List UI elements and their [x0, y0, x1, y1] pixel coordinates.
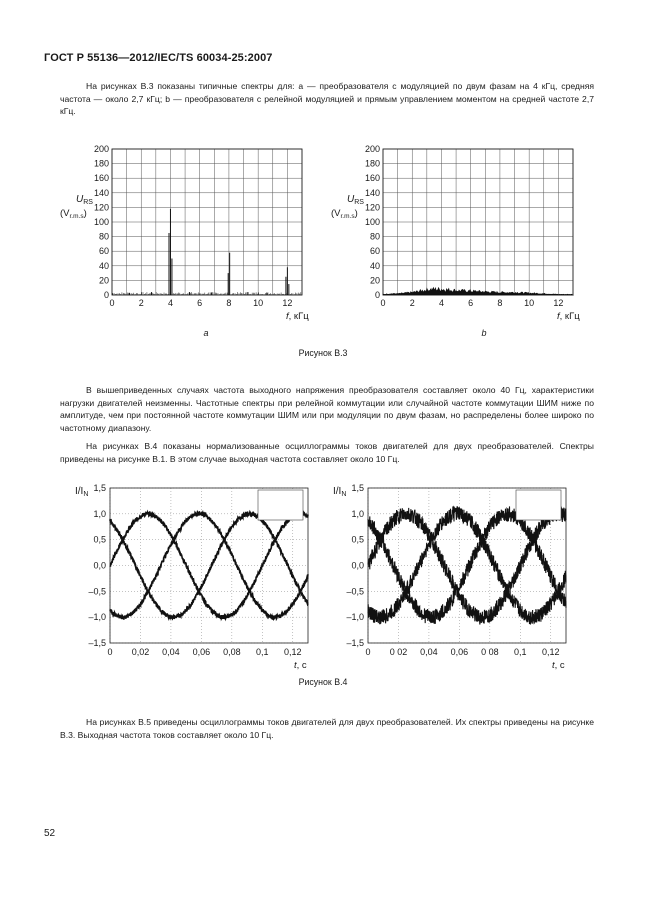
y-tick-label: 100 — [364, 217, 380, 227]
y-tick-label: 120 — [93, 202, 109, 213]
x-tick-label: 8 — [497, 298, 503, 308]
x-tick-label: 0,04 — [162, 647, 180, 657]
x-tick-label: 0,1 — [514, 647, 527, 657]
x-axis-label: t, с — [552, 660, 565, 671]
x-tick-label: 0,08 — [223, 647, 241, 657]
y-tick-label: –1,5 — [346, 638, 364, 648]
paragraph-3: На рисунках В.4 показаны нормализованные осциллограммы токов двигателей для двух преобразователей. Спектры приведены на рисунке В.1. В этом случае выходная частота составляет около 10 Гц. — [60, 441, 594, 464]
x-tick-label: 12 — [282, 298, 293, 308]
y-tick-label: 60 — [369, 246, 380, 257]
figure-b3-caption: Рисунок В.3 — [298, 348, 348, 358]
paragraph-1: На рисунках В.3 показаны типичные спектры для: a — преобразователя с модуляцией по двум фазам на 4 кГц, средняя частота — около 2,7 кГц; b — преобразователя с релейной модуляцией и прямым управлением моментом на средней частоте 2,7 кГц. — [60, 81, 594, 117]
y-tick-label: 180 — [364, 158, 380, 169]
figure-b4-caption: Рисунок В.4 — [298, 677, 348, 687]
x-tick-label: 0,06 — [192, 647, 211, 657]
x-tick-label: 2 — [409, 298, 415, 308]
panel-b-label: b — [481, 328, 487, 338]
y-tick-label: 1,5 — [93, 483, 106, 493]
y-tick-label: 80 — [98, 231, 109, 242]
current-waveform-left — [75, 483, 308, 671]
y-tick-label: 80 — [369, 231, 380, 242]
y-tick-label: 200 — [364, 144, 380, 154]
y-tick-label: 200 — [93, 144, 109, 154]
x-tick-label: 6 — [468, 298, 474, 308]
y-axis-unit: $(V_{r.m.s})$ — [331, 208, 358, 220]
y-tick-label: 0,5 — [93, 534, 106, 545]
x-tick-label: 0,12 — [284, 647, 302, 657]
x-axis-label: f, кГц — [286, 311, 309, 322]
figure-b3 — [40, 140, 600, 335]
legend-box — [258, 490, 303, 520]
y-tick-label: 40 — [98, 260, 109, 271]
y-axis-unit: $(V_{r.m.s})$ — [60, 208, 87, 220]
spectrum-chart-b — [331, 144, 580, 322]
spectrum-area — [383, 288, 573, 295]
y-tick-label: 160 — [364, 173, 380, 184]
y-axis-label: $I/I_N$ — [333, 486, 347, 498]
y-tick-label: 140 — [93, 187, 109, 198]
current-waveform-right — [333, 483, 566, 671]
y-tick-label: 60 — [98, 246, 109, 257]
y-tick-label: 120 — [364, 202, 380, 213]
y-tick-label: 100 — [93, 217, 109, 227]
legend-box — [516, 490, 561, 520]
paragraph-2: В вышеприведенных случаях частота выходного напряжения преобразователя составляет около 40 Гц, характеристики нагрузки двигателей неизменны. Частотные спектры при релейной коммутации или случайной частоте коммутации ШИМ ниже по амплитуде, чем при постоянной частоте коммутации ШИМ или при модуляции по двум фазам, но распределены более широко по частотному диапазону. — [60, 385, 594, 433]
x-tick-label: 0,06 — [450, 647, 469, 657]
y-tick-label: 1,5 — [351, 483, 364, 493]
y-tick-label: 0,5 — [351, 534, 364, 545]
y-tick-label: –1,5 — [88, 638, 106, 648]
y-axis-label: $U_{RS}$ — [347, 194, 364, 206]
x-axis-label: f, кГц — [557, 311, 580, 322]
y-tick-label: 20 — [369, 275, 380, 286]
y-axis-label: $I/I_N$ — [75, 486, 89, 498]
y-tick-label: 0 — [103, 290, 109, 300]
x-tick-label: 0 08 — [481, 647, 499, 657]
x-tick-label: 12 — [553, 298, 564, 308]
x-tick-label: 0,12 — [542, 647, 560, 657]
page-number: 52 — [44, 828, 56, 839]
y-tick-label: 1,0 — [93, 508, 106, 519]
x-tick-label: 6 — [197, 298, 203, 308]
y-tick-label: 40 — [369, 260, 380, 271]
y-tick-label: 1,0 — [351, 508, 364, 519]
x-axis-label: t, с — [294, 660, 307, 671]
figure-b4 — [40, 480, 610, 672]
y-tick-label: –0,5 — [88, 586, 106, 597]
x-tick-label: 0,02 — [131, 647, 150, 657]
y-tick-label: 0,0 — [351, 560, 364, 571]
y-tick-label: 0,0 — [93, 560, 106, 571]
x-tick-label: 2 — [138, 298, 144, 308]
x-tick-label: 4 — [438, 298, 444, 308]
y-tick-label: 160 — [93, 173, 109, 184]
y-tick-label: 20 — [98, 275, 109, 286]
x-tick-label: 10 — [253, 298, 264, 308]
paragraph-4: На рисунках В.5 приведены осциллограммы токов двигателей для двух преобразователей. Их спектры приведены на рисунке В.3. Выходная частота токов составляет около 10 Гц. — [60, 717, 594, 740]
x-tick-label: 0,04 — [420, 647, 438, 657]
document-header: ГОСТ Р 55136—2012/IEC/TS 60034-25:2007 — [44, 52, 273, 64]
x-tick-label: 10 — [524, 298, 535, 308]
y-tick-label: 0 — [374, 290, 380, 300]
x-tick-label: 0 — [109, 298, 115, 308]
y-tick-label: –0,5 — [346, 586, 364, 597]
x-tick-label: 0,1 — [256, 647, 269, 657]
x-tick-label: 0 — [380, 298, 386, 308]
panel-a-label: a — [203, 328, 209, 338]
y-axis-label: $U_{RS}$ — [76, 194, 93, 206]
x-tick-label: 8 — [226, 298, 232, 308]
y-tick-label: 140 — [364, 187, 380, 198]
spectrum-chart-a — [60, 144, 309, 322]
x-tick-label: 0 02 — [389, 647, 408, 657]
x-tick-label: 4 — [167, 298, 173, 308]
y-tick-label: 180 — [93, 158, 109, 169]
x-tick-label: 0 — [365, 647, 371, 657]
x-tick-label: 0 — [107, 647, 113, 657]
y-tick-label: –1,0 — [346, 612, 364, 623]
y-tick-label: –1,0 — [88, 612, 106, 623]
